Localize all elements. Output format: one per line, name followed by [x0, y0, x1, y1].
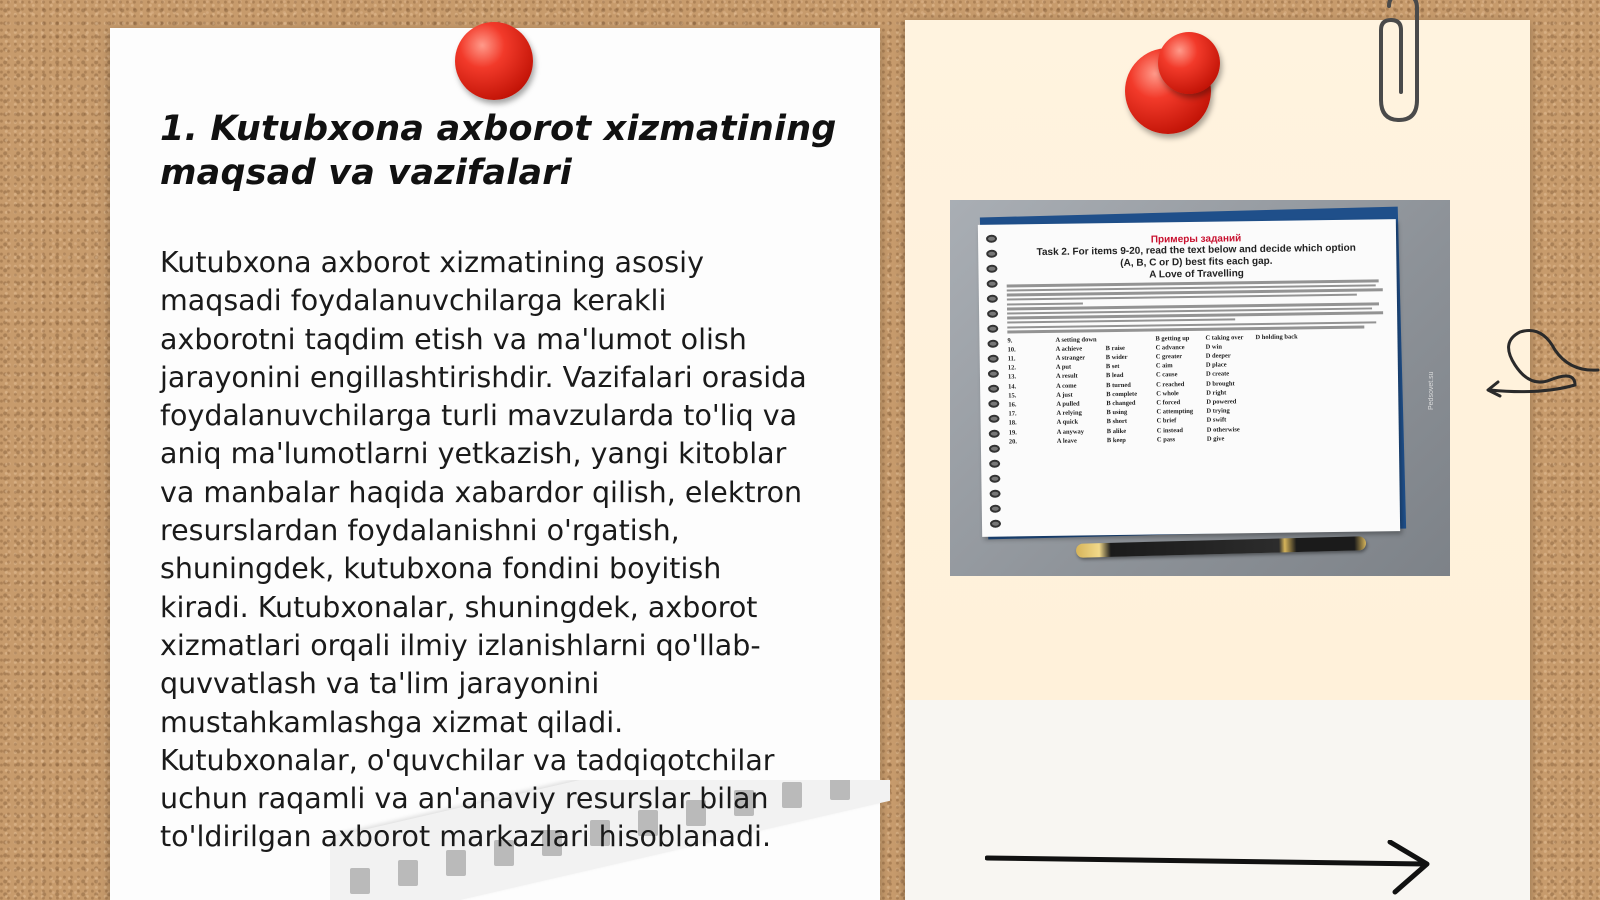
notebook-text-lines: [1007, 280, 1388, 334]
body-line: va manbalar haqida xabardor qilish, elektron: [160, 475, 803, 509]
table-row: 19. A anyway B alike C instead D otherwise: [1008, 425, 1240, 437]
body-line: aniq ma'lumotlarni yetkazish, yangi kitoblar: [160, 437, 787, 471]
table-row: 9. A setting down B getting up C taking over D holding back: [1007, 333, 1298, 345]
table-row: 12. A put B set C aim D place: [1007, 361, 1227, 372]
table-row: 10. A achieve B raise C advance D win: [1007, 343, 1223, 354]
body-line: kiradi. Kutubxonalar, shuningdek, axborot: [160, 590, 758, 624]
body-line: shuningdek, kutubxona fondini boyitish: [160, 552, 722, 586]
notebook-task-line-1: Task 2. For items 9-20, read the text below and decide which option: [1036, 242, 1356, 259]
curly-arrow-icon: [1480, 310, 1600, 410]
watermark-text: Pedsovet.su: [1428, 371, 1435, 410]
body-line: axborotni taqdim etish va ma'lumot olish: [160, 322, 747, 356]
body-paragraph: [160, 244, 850, 857]
notebook-task-line-2: (A, B, C or D) best fits each gap.: [1120, 255, 1273, 269]
notebook-photo: [950, 200, 1450, 576]
body-line: foydalanuvchilarga turli mavzularda to'liq va: [160, 399, 798, 433]
notebook-page: [978, 219, 1400, 537]
notebook-options-table: [1007, 331, 1389, 447]
body-line: quvvatlash va ta'lim jarayonini: [160, 667, 600, 701]
table-row: 17. A relying B using C attempting D trying: [1008, 407, 1230, 418]
body-line: Kutubxonalar, o'quvchilar va tadqiqotchilar: [160, 743, 775, 777]
table-row: 15. A just B complete C whole D right: [1008, 389, 1227, 400]
table-row: 20. A leave B keep C pass D give: [1008, 435, 1225, 446]
table-row: 14. A come B turned C reached D brought: [1008, 379, 1235, 391]
page-title-line-1: 1. Kutubxona axborot xizmatining: [160, 109, 837, 149]
body-line: jarayonini engillashtirishdir. Vazifalari orasida: [160, 360, 807, 394]
body-line: resurslardan foydalanishni o'rgatish,: [160, 514, 680, 548]
table-row: 11. A stranger B wider C greater D deeper: [1007, 352, 1231, 363]
body-line: xizmatlari orqali ilmiy izlanishlarni qo'llab-: [160, 628, 761, 662]
body-line: to'ldirilgan axborot markazlari hisoblanadi.: [160, 820, 772, 854]
notebook-header: Примеры заданий: [1150, 233, 1242, 246]
table-row: 16. A pulled B changed C forced D powered: [1008, 398, 1237, 409]
arrow-right-icon: [985, 840, 1445, 900]
body-line: Kutubxona axborot xizmatining asosiy: [160, 246, 704, 279]
page-title: [160, 107, 840, 195]
fountain-pen: [1076, 536, 1366, 558]
table-row: 18. A quick B short C brief D swift: [1008, 416, 1227, 427]
table-row: 13. A result B lead C cause D create: [1007, 370, 1230, 381]
body-line: mustahkamlashga xizmat qiladi.: [160, 705, 624, 739]
pushpin-head: [1158, 32, 1220, 94]
paperclip-icon: [1375, 0, 1425, 125]
notebook-story-title: A Love of Travelling: [1149, 268, 1244, 281]
pushpin-icon: [455, 22, 533, 100]
body-line: maqsadi foydalanuvchilarga kerakli: [160, 284, 667, 318]
page-title-line-2: maqsad va vazifalari: [160, 153, 572, 193]
body-line: uchun raqamli va an'anaviy resurslar bilan: [160, 782, 769, 816]
